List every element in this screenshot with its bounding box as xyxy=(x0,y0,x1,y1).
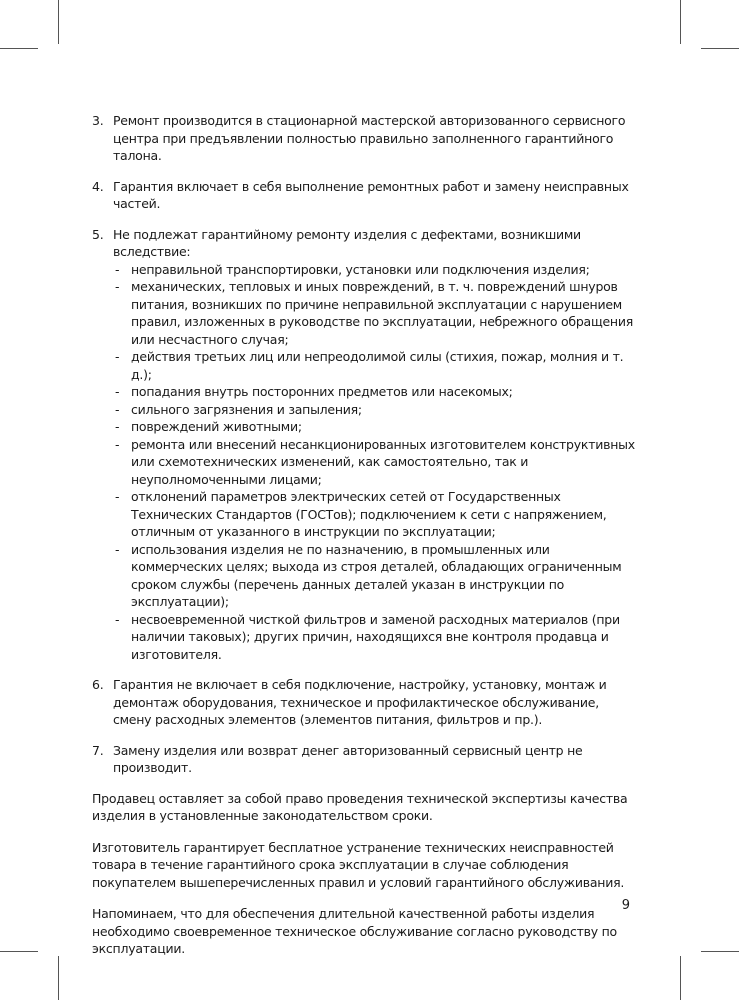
dash-marker: - xyxy=(115,436,120,452)
item-number: 5. xyxy=(92,226,104,242)
dash-marker: - xyxy=(115,349,120,364)
exclusion-item xyxy=(113,401,637,419)
item-number: 3. xyxy=(92,113,104,128)
crop-mark-top-left xyxy=(58,0,59,44)
crop-mark-bottom-left xyxy=(58,956,59,1000)
exclusion-item xyxy=(113,541,637,611)
exclusion-item xyxy=(113,436,637,489)
crop-mark-right-bottom xyxy=(701,951,739,952)
item-text: Замену изделия или возврат денег авторизованный сервисный центр не производит. xyxy=(113,742,583,775)
warranty-terms-content xyxy=(92,112,637,972)
dash-marker: - xyxy=(115,261,120,277)
exclusion-text: ремонта или внесений несанкционированных изготовителем конструктивных или схемотехнических изменений, как самостоятельно, так и неуполномоченными лицами; xyxy=(131,436,635,487)
dash-marker: - xyxy=(115,541,120,557)
exclusion-text: попадания внутрь посторонних предметов или насекомых; xyxy=(131,384,513,399)
item-text: Гарантия не включает в себя подключение, настройку, установку, монтаж и демонтаж оборудования, техническое и профилактическое обслуживание, смену расходных элементов (элементов питания, фильтров и пр.). xyxy=(113,677,607,727)
paragraph-maintenance-reminder: Напоминаем, что для обеспечения длительной качественной работы изделия необходимо своевременное техническое обслуживание согласно руководству по эксплуатации. xyxy=(92,906,617,956)
crop-mark-left-top xyxy=(0,48,38,49)
exclusion-item xyxy=(113,418,637,436)
crop-mark-bottom-right xyxy=(680,956,681,1000)
exclusion-text: отклонений параметров электрических сетей от Государственных Технических Стандартов (ГОСТов); подключением к сети с напряжением, отличным от указанного в инструкции по эксплуатации; xyxy=(131,489,607,539)
exclusion-item xyxy=(113,348,637,383)
exclusion-text: использования изделия не по назначению, в промышленных или коммерческих целях; выхода из строя деталей, обладающих ограниченным сроком службы (перечень данных деталей указан в инструкции по эксплуатации); xyxy=(131,541,622,609)
paragraph-seller-rights: Продавец оставляет за собой право проведения технической экспертизы качества изделия в установленные законодательством сроки. xyxy=(92,790,628,823)
exclusion-text: сильного загрязнения и запыления; xyxy=(131,401,362,417)
crop-mark-top-right xyxy=(680,0,681,44)
exclusion-text: повреждений животными; xyxy=(131,419,302,434)
dash-marker: - xyxy=(115,611,120,627)
item-number: 7. xyxy=(92,742,104,758)
exclusion-item xyxy=(113,611,637,664)
exclusion-text: действия третьих лиц или непреодолимой силы (стихия, пожар, молния и т. д.); xyxy=(131,349,624,382)
list-item xyxy=(92,226,637,664)
exclusion-item xyxy=(113,261,637,279)
item-number: 4. xyxy=(92,178,104,194)
paragraph-manufacturer-guarantee: Изготовитель гарантирует бесплатное устранение технических неисправностей товара в течение гарантийного срока эксплуатации в случае соблюдения покупателем вышеперечисленных правил и условий гарантийного обслуживания. xyxy=(92,839,625,890)
list-item xyxy=(92,112,637,165)
dash-marker: - xyxy=(115,419,120,434)
exclusion-text: механических, тепловых и иных повреждений, в т. ч. повреждений шнуров питания, возникших по причине неправильной эксплуатации с нарушением правил, изложенных в руководстве по эксплуатации, небрежного обращения или несчастного случая; xyxy=(131,279,633,347)
list-item xyxy=(92,178,637,213)
list-item xyxy=(92,742,637,777)
dash-marker: - xyxy=(115,279,120,294)
crop-mark-right-top xyxy=(701,48,739,49)
page-number: 9 xyxy=(621,898,630,913)
dash-marker: - xyxy=(115,384,120,399)
item-text: Ремонт производится в стационарной мастерской авторизованного сервисного центра при предъявлении полностью правильно заполненного гарантийного талона. xyxy=(113,113,626,163)
crop-mark-left-bottom xyxy=(0,951,38,952)
exclusion-text: несвоевременной чисткой фильтров и заменой расходных материалов (при наличии таковых); других причин, находящихся вне контроля продавца и изготовителя. xyxy=(131,611,620,662)
dash-marker: - xyxy=(115,489,120,504)
numbered-list xyxy=(92,112,637,777)
exclusion-item xyxy=(113,383,637,401)
exclusions-list xyxy=(113,261,637,664)
item-number: 6. xyxy=(92,677,104,692)
dash-marker: - xyxy=(115,401,120,417)
exclusion-item xyxy=(113,278,637,348)
exclusion-item xyxy=(113,488,637,541)
exclusion-text: неправильной транспортировки, установки или подключения изделия; xyxy=(131,261,590,277)
list-item xyxy=(92,676,637,729)
item-text: Не подлежат гарантийному ремонту изделия с дефектами, возникшими вследствие: xyxy=(113,226,581,259)
item-text: Гарантия включает в себя выполнение ремонтных работ и замену неисправных частей. xyxy=(113,178,629,211)
